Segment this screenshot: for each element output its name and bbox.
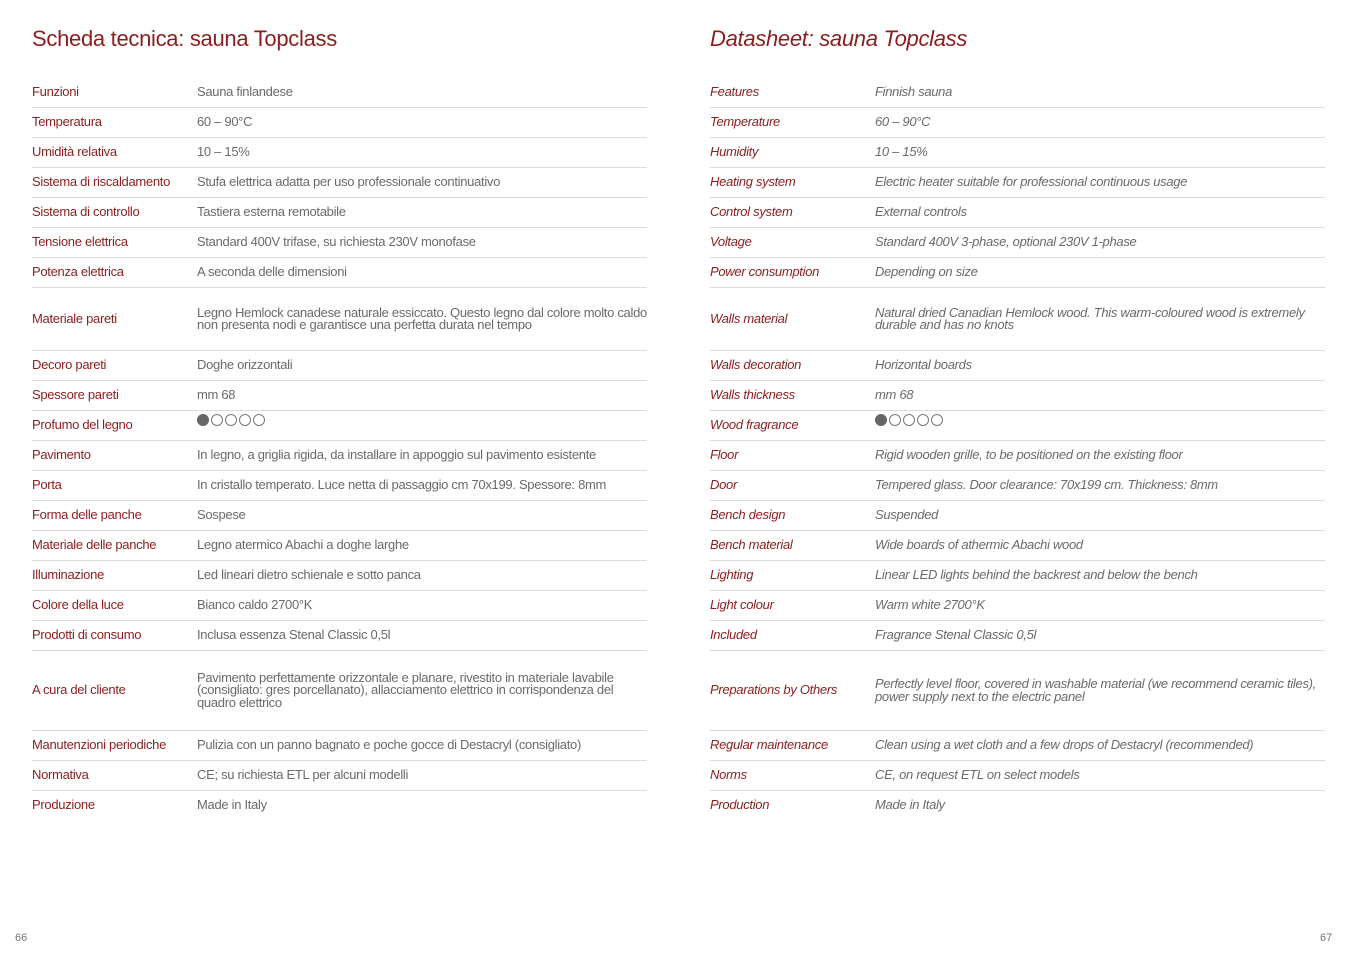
row-label: Tensione elettrica xyxy=(32,228,197,258)
row-label: Sistema di riscaldamento xyxy=(32,168,197,198)
table-row xyxy=(710,591,1325,621)
table-row xyxy=(32,561,647,591)
table-row xyxy=(710,108,1325,138)
row-value: Perfectly level floor, covered in washable material (we recommend ceramic tiles), power supply next to the electric panel xyxy=(875,651,1325,731)
table-row xyxy=(32,258,647,288)
row-value: Stufa elettrica adatta per uso professionale continuativo xyxy=(197,168,647,198)
row-value: External controls xyxy=(875,198,1325,228)
row-label: Heating system xyxy=(710,168,875,198)
page-number: 67 xyxy=(1320,932,1333,944)
table-row xyxy=(32,621,647,651)
row-label: Sistema di controllo xyxy=(32,198,197,228)
row-value: CE; su richiesta ETL per alcuni modelli xyxy=(197,761,647,791)
table-row xyxy=(710,138,1325,168)
spec-table xyxy=(32,78,647,820)
row-label: Produzione xyxy=(32,797,95,813)
row-label: Spessore pareti xyxy=(32,381,197,411)
row-value: Legno Hemlock canadese naturale essiccato. Questo legno dal colore molto caldo non presenta nodi e garantisce una perfetta durata nel tempo xyxy=(197,288,647,351)
row-label: Features xyxy=(710,78,875,108)
row-value: CE, on request ETL on select models xyxy=(875,761,1325,791)
row-value: Rigid wooden grille, to be positioned on the existing floor xyxy=(875,441,1325,471)
row-label: Walls decoration xyxy=(710,351,875,381)
table-row xyxy=(710,621,1325,651)
row-label: Floor xyxy=(710,441,875,471)
table-row xyxy=(710,791,1325,821)
rating-dot-empty xyxy=(889,414,901,426)
row-value: Depending on size xyxy=(875,258,1325,288)
row-value: Linear LED lights behind the backrest and below the bench xyxy=(875,561,1325,591)
row-label: Materiale delle panche xyxy=(32,531,197,561)
row-value: Made in Italy xyxy=(875,797,945,813)
table-row xyxy=(32,198,647,228)
table-row xyxy=(710,168,1325,198)
table-row xyxy=(32,228,647,258)
row-label: Temperature xyxy=(710,108,875,138)
row-label: A cura del cliente xyxy=(32,651,197,731)
row-value: Sospese xyxy=(197,501,647,531)
page-title: Scheda tecnica: sauna Topclass xyxy=(32,26,337,51)
table-row xyxy=(32,351,647,381)
row-value: Natural dried Canadian Hemlock wood. This warm-coloured wood is extremely durable and has no knots xyxy=(875,288,1325,351)
table-row xyxy=(710,761,1325,791)
table-row xyxy=(32,471,647,501)
table-row xyxy=(32,501,647,531)
row-value: mm 68 xyxy=(875,381,1325,411)
table-row xyxy=(710,198,1325,228)
row-value: Wide boards of athermic Abachi wood xyxy=(875,531,1325,561)
rating-dot-empty xyxy=(931,414,943,426)
rating-dot-empty xyxy=(211,414,223,426)
row-value: Finnish sauna xyxy=(875,78,1325,108)
table-row xyxy=(32,441,647,471)
row-label: Lighting xyxy=(710,561,875,591)
row-label: Door xyxy=(710,471,875,501)
table-row xyxy=(710,381,1325,411)
row-value: Horizontal boards xyxy=(875,351,1325,381)
row-label: Colore della luce xyxy=(32,591,197,621)
row-value: Made in Italy xyxy=(197,797,267,813)
row-value: Led lineari dietro schienale e sotto panca xyxy=(197,561,647,591)
row-label: Walls thickness xyxy=(710,381,875,411)
row-label: Funzioni xyxy=(32,78,197,108)
table-row xyxy=(710,78,1325,108)
row-value: mm 68 xyxy=(197,381,647,411)
row-label: Humidity xyxy=(710,138,875,168)
row-label: Production xyxy=(710,797,770,813)
row-label: Power consumption xyxy=(710,258,875,288)
table-row xyxy=(710,288,1325,351)
table-row xyxy=(710,531,1325,561)
row-label: Forma delle panche xyxy=(32,501,197,531)
row-value: Fragrance Stenal Classic 0,5l xyxy=(875,621,1325,651)
row-value: A seconda delle dimensioni xyxy=(197,258,647,288)
row-label: Materiale pareti xyxy=(32,288,197,351)
row-label: Potenza elettrica xyxy=(32,258,197,288)
row-label: Included xyxy=(710,621,875,651)
row-value: Tempered glass. Door clearance: 70x199 cm. Thickness: 8mm xyxy=(875,471,1325,501)
row-label: Illuminazione xyxy=(32,561,197,591)
rating-dot-empty xyxy=(225,414,237,426)
table-row xyxy=(32,761,647,791)
table-row xyxy=(32,651,647,731)
rating-dot-empty xyxy=(917,414,929,426)
table-row xyxy=(710,228,1325,258)
table-row xyxy=(710,501,1325,531)
table-row xyxy=(710,561,1325,591)
row-label: Prodotti di consumo xyxy=(32,621,197,651)
row-label: Porta xyxy=(32,471,197,501)
table-row xyxy=(710,411,1325,441)
row-label: Norms xyxy=(710,761,875,791)
table-row xyxy=(32,411,647,441)
row-label: Decoro pareti xyxy=(32,351,197,381)
table-row xyxy=(32,288,647,351)
row-label: Light colour xyxy=(710,591,875,621)
row-value: Standard 400V trifase, su richiesta 230V monofase xyxy=(197,228,647,258)
row-label: Control system xyxy=(710,198,875,228)
table-row xyxy=(32,531,647,561)
rating-dot-empty xyxy=(253,414,265,426)
row-label: Manutenzioni periodiche xyxy=(32,731,197,761)
rating-dot-empty xyxy=(903,414,915,426)
table-row xyxy=(710,441,1325,471)
row-value: 10 – 15% xyxy=(875,138,1325,168)
table-row xyxy=(32,108,647,138)
row-value: Clean using a wet cloth and a few drops of Destacryl (recommended) xyxy=(875,731,1325,761)
table-row xyxy=(710,471,1325,501)
table-row xyxy=(710,258,1325,288)
row-label: Bench design xyxy=(710,501,875,531)
row-value: Standard 400V 3-phase, optional 230V 1-phase xyxy=(875,228,1325,258)
row-value: 60 – 90°C xyxy=(197,108,647,138)
row-label: Bench material xyxy=(710,531,875,561)
page-number: 66 xyxy=(15,932,28,944)
fragrance-rating xyxy=(197,414,265,426)
row-value: Pulizia con un panno bagnato e poche gocce di Destacryl (consigliato) xyxy=(197,731,647,761)
table-row xyxy=(32,591,647,621)
page-right xyxy=(678,0,1356,959)
row-label: Regular maintenance xyxy=(710,731,875,761)
spec-table xyxy=(710,78,1325,820)
row-value: Tastiera esterna remotabile xyxy=(197,198,647,228)
row-label: Pavimento xyxy=(32,441,197,471)
row-value: Sauna finlandese xyxy=(197,78,647,108)
fragrance-rating xyxy=(875,414,943,426)
table-row xyxy=(32,138,647,168)
row-value: Doghe orizzontali xyxy=(197,351,647,381)
row-label: Voltage xyxy=(710,228,875,258)
row-value: Inclusa essenza Stenal Classic 0,5l xyxy=(197,621,647,651)
rating-dot-empty xyxy=(239,414,251,426)
row-label: Temperatura xyxy=(32,108,197,138)
row-label: Profumo del legno xyxy=(32,411,197,441)
row-label: Preparations by Others xyxy=(710,651,875,731)
row-value: Legno atermico Abachi a doghe larghe xyxy=(197,531,647,561)
row-value: 60 – 90°C xyxy=(875,108,1325,138)
row-value: In cristallo temperato. Luce netta di passaggio cm 70x199. Spessore: 8mm xyxy=(197,471,647,501)
row-value: Bianco caldo 2700°K xyxy=(197,591,647,621)
row-value: In legno, a griglia rigida, da installare in appoggio sul pavimento esistente xyxy=(197,441,647,471)
table-row xyxy=(32,731,647,761)
row-value: Suspended xyxy=(875,501,1325,531)
row-value: Pavimento perfettamente orizzontale e planare, rivestito in materiale lavabile (consigliato: gres porcellanato), allacciamento elettrico in corrispondenza del quadro elettrico xyxy=(197,651,647,731)
table-row xyxy=(710,351,1325,381)
row-label: Umidità relativa xyxy=(32,138,197,168)
row-label: Normativa xyxy=(32,761,197,791)
page-title: Datasheet: sauna Topclass xyxy=(710,26,968,51)
rating-dot-filled xyxy=(875,414,887,426)
row-value: 10 – 15% xyxy=(197,138,647,168)
table-row xyxy=(32,791,647,821)
rating-dot-filled xyxy=(197,414,209,426)
row-label: Wood fragrance xyxy=(710,411,875,441)
row-value: Warm white 2700°K xyxy=(875,591,1325,621)
row-value: Electric heater suitable for professional continuous usage xyxy=(875,168,1325,198)
table-row xyxy=(32,381,647,411)
table-row xyxy=(32,78,647,108)
table-row xyxy=(710,651,1325,731)
table-row xyxy=(710,731,1325,761)
table-row xyxy=(32,168,647,198)
row-label: Walls material xyxy=(710,288,875,351)
